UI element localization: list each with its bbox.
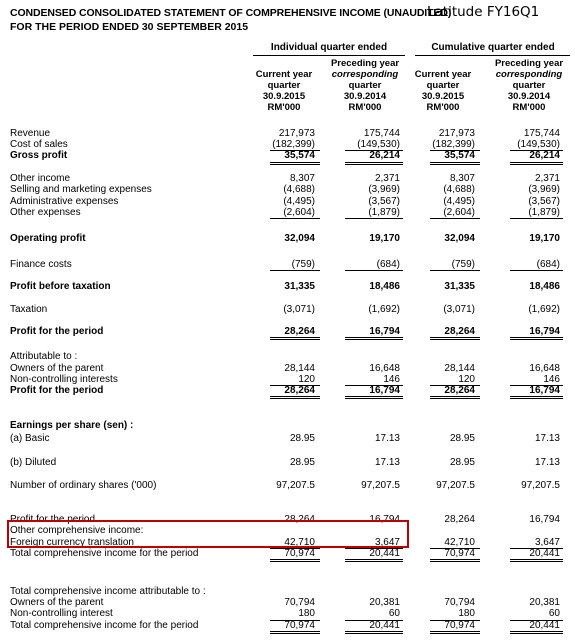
row-label: Profit for the period xyxy=(10,514,96,525)
cell-value: 28.95 xyxy=(289,433,315,444)
cell-value: 28,264 xyxy=(444,514,475,525)
cell-value: (4,495) xyxy=(283,196,315,207)
cell-value: 16,794 xyxy=(369,385,400,396)
underline xyxy=(270,218,320,219)
cell-value: (3,071) xyxy=(283,304,315,315)
cell-value: 70,794 xyxy=(444,597,475,608)
cell-value: 70,974 xyxy=(444,548,475,559)
double-underline xyxy=(270,396,320,399)
cell-value: 17.13 xyxy=(534,433,560,444)
cell-value: 120 xyxy=(298,374,315,385)
double-underline xyxy=(430,162,480,165)
cell-value: 19,170 xyxy=(529,233,560,244)
underline xyxy=(430,218,480,219)
cell-value: 42,710 xyxy=(284,537,315,548)
cell-value: (3,567) xyxy=(528,196,560,207)
underline xyxy=(430,620,480,621)
cell-value: (684) xyxy=(376,259,400,270)
cell-value: 175,744 xyxy=(523,128,560,139)
underline xyxy=(270,150,320,151)
cell-value: 42,710 xyxy=(444,537,475,548)
cell-value: 31,335 xyxy=(284,281,315,292)
cell-value: 97,207.5 xyxy=(276,480,315,491)
group-header-individual: Individual quarter ended xyxy=(270,42,388,53)
cell-value: 3,647 xyxy=(374,537,400,548)
cell-value: 20,441 xyxy=(529,548,560,559)
cell-value: 20,381 xyxy=(529,597,560,608)
underline xyxy=(345,385,403,386)
row-label: Taxation xyxy=(10,304,48,315)
cell-value: 97,207.5 xyxy=(521,480,560,491)
cell-value: (182,399) xyxy=(272,139,315,150)
cell-value: 32,094 xyxy=(444,233,475,244)
double-underline xyxy=(270,559,320,562)
double-underline xyxy=(345,162,403,165)
underline xyxy=(270,548,320,549)
cell-value: (182,399) xyxy=(432,139,475,150)
row-label: Other income xyxy=(10,173,71,184)
cell-value: 28,264 xyxy=(444,385,475,396)
cell-value: 175,744 xyxy=(363,128,400,139)
underline xyxy=(430,548,480,549)
row-label: Foreign currency translation xyxy=(10,537,134,548)
cell-value: 16,794 xyxy=(369,514,400,525)
statement-subtitle: FOR THE PERIOD ENDED 30 SEPTEMBER 2015 xyxy=(10,21,249,33)
cell-value: 28,264 xyxy=(284,514,315,525)
period-tag: Latitude FY16Q1 xyxy=(427,4,540,20)
cell-value: 2,371 xyxy=(534,173,560,184)
row-label: Other expenses xyxy=(10,207,81,218)
cell-value: (759) xyxy=(291,259,315,270)
row-label: Revenue xyxy=(10,128,51,139)
cell-value: 70,974 xyxy=(284,548,315,559)
row-label: Earnings per share (sen) : xyxy=(10,420,134,431)
double-underline xyxy=(510,396,563,399)
cell-value: (1,879) xyxy=(368,207,400,218)
cell-value: 97,207.5 xyxy=(361,480,400,491)
statement-title: CONDENSED CONSOLIDATED STATEMENT OF COMPREHENSIVE INCOME (UNAUDITED) xyxy=(10,7,452,19)
cell-value: 26,214 xyxy=(529,150,560,161)
cell-value: 3,647 xyxy=(534,537,560,548)
row-label: Total comprehensive income attributable to : xyxy=(10,586,206,597)
cell-value: 26,214 xyxy=(369,150,400,161)
underline xyxy=(345,270,403,271)
cell-value: (1,879) xyxy=(528,207,560,218)
cell-value: 97,207.5 xyxy=(436,480,475,491)
cell-value: 35,574 xyxy=(284,150,315,161)
cell-value: 16,794 xyxy=(369,326,400,337)
underline xyxy=(430,270,480,271)
cell-value: 8,307 xyxy=(449,173,475,184)
cell-value: 20,441 xyxy=(369,620,400,631)
double-underline xyxy=(510,631,563,634)
cell-value: 180 xyxy=(298,608,315,619)
underline xyxy=(430,385,480,386)
cell-value: 70,974 xyxy=(444,620,475,631)
underline xyxy=(510,548,563,549)
cell-value: 28,144 xyxy=(444,363,475,374)
double-underline xyxy=(270,337,320,340)
cell-value: 28.95 xyxy=(289,457,315,468)
cell-value: 28,264 xyxy=(284,326,315,337)
underline xyxy=(510,270,563,271)
cell-value: 70,794 xyxy=(284,597,315,608)
cell-value: 28,264 xyxy=(444,326,475,337)
cell-value: 20,441 xyxy=(369,548,400,559)
cell-value: 16,794 xyxy=(529,385,560,396)
cell-value: (1,692) xyxy=(528,304,560,315)
cell-value: 32,094 xyxy=(284,233,315,244)
double-underline xyxy=(345,559,403,562)
underline xyxy=(510,150,563,151)
cell-value: 16,794 xyxy=(529,514,560,525)
cell-value: 20,441 xyxy=(529,620,560,631)
row-label: Cost of sales xyxy=(10,139,68,150)
cell-value: 17.13 xyxy=(374,433,400,444)
cell-value: 28,144 xyxy=(284,363,315,374)
cell-value: 35,574 xyxy=(444,150,475,161)
column-header-1: Current year quarter 30.9.2015 RM'000 xyxy=(255,69,313,113)
row-label: Profit before taxation xyxy=(10,281,111,292)
double-underline xyxy=(270,162,320,165)
row-label: (b) Diluted xyxy=(10,457,57,468)
cell-value: 20,381 xyxy=(369,597,400,608)
cell-value: 28,264 xyxy=(284,385,315,396)
cell-value: 60 xyxy=(388,608,400,619)
double-underline xyxy=(510,337,563,340)
row-label: Non-controlling interest xyxy=(10,608,113,619)
cell-value: 217,973 xyxy=(438,128,475,139)
cell-value: (759) xyxy=(451,259,475,270)
underline xyxy=(345,548,403,549)
cell-value: 70,974 xyxy=(284,620,315,631)
underline xyxy=(270,270,320,271)
cell-value: (4,688) xyxy=(443,184,475,195)
double-underline xyxy=(430,337,480,340)
cell-value: 146 xyxy=(383,374,400,385)
row-label: Other comprehensive income: xyxy=(10,525,144,536)
row-label: Gross profit xyxy=(10,150,68,161)
cell-value: 60 xyxy=(548,608,560,619)
cell-value: (2,604) xyxy=(283,207,315,218)
underline xyxy=(510,218,563,219)
row-label: Operating profit xyxy=(10,233,86,244)
column-header-2: Preceding year corresponding quarter 30.9.2014 RM'000 xyxy=(330,58,400,113)
row-label: Owners of the parent xyxy=(10,597,104,608)
underline xyxy=(270,620,320,621)
cell-value: 18,486 xyxy=(369,281,400,292)
cell-value: (4,688) xyxy=(283,184,315,195)
underline xyxy=(345,150,403,151)
double-underline xyxy=(345,631,403,634)
double-underline xyxy=(510,162,563,165)
cell-value: (1,692) xyxy=(368,304,400,315)
underline xyxy=(345,218,403,219)
cell-value: 2,371 xyxy=(374,173,400,184)
double-underline xyxy=(430,559,480,562)
row-label: Total comprehensive income for the period xyxy=(10,620,199,631)
cell-value: 17.13 xyxy=(374,457,400,468)
cell-value: (3,969) xyxy=(528,184,560,195)
double-underline xyxy=(430,396,480,399)
column-header-4: Preceding year corresponding quarter 30.9.2014 RM'000 xyxy=(494,58,564,113)
row-label: (a) Basic xyxy=(10,433,50,444)
cell-value: 8,307 xyxy=(289,173,315,184)
double-underline xyxy=(430,631,480,634)
cell-value: (149,530) xyxy=(357,139,400,150)
cell-value: 28.95 xyxy=(449,433,475,444)
row-label: Non-controlling interests xyxy=(10,374,118,385)
group-header-cumulative: Cumulative quarter ended xyxy=(431,42,555,53)
cell-value: (4,495) xyxy=(443,196,475,207)
row-label: Number of ordinary shares ('000) xyxy=(10,480,157,491)
double-underline xyxy=(510,559,563,562)
cell-value: (684) xyxy=(536,259,560,270)
cell-value: 16,648 xyxy=(529,363,560,374)
row-label: Selling and marketing expenses xyxy=(10,184,152,195)
underline xyxy=(510,385,563,386)
row-label: Attributable to : xyxy=(10,351,78,362)
cell-value: (149,530) xyxy=(517,139,560,150)
row-label: Finance costs xyxy=(10,259,72,270)
double-underline xyxy=(345,396,403,399)
cell-value: 31,335 xyxy=(444,281,475,292)
cell-value: (3,969) xyxy=(368,184,400,195)
underline xyxy=(345,620,403,621)
cell-value: (3,567) xyxy=(368,196,400,207)
row-label: Profit for the period xyxy=(10,385,104,396)
cell-value: 16,648 xyxy=(369,363,400,374)
group-underline-individual xyxy=(253,55,405,56)
row-label: Total comprehensive income for the period xyxy=(10,548,199,559)
cell-value: 146 xyxy=(543,374,560,385)
double-underline xyxy=(270,631,320,634)
cell-value: (3,071) xyxy=(443,304,475,315)
cell-value: (2,604) xyxy=(443,207,475,218)
row-label: Administrative expenses xyxy=(10,196,119,207)
group-underline-cumulative xyxy=(415,55,570,56)
underline xyxy=(510,620,563,621)
row-label: Owners of the parent xyxy=(10,363,104,374)
underline xyxy=(270,385,320,386)
column-header-3: Current year quarter 30.9.2015 RM'000 xyxy=(414,69,472,113)
underline xyxy=(430,150,480,151)
cell-value: 17.13 xyxy=(534,457,560,468)
cell-value: 19,170 xyxy=(369,233,400,244)
highlight-box xyxy=(7,520,409,548)
cell-value: 120 xyxy=(458,374,475,385)
double-underline xyxy=(345,337,403,340)
cell-value: 28.95 xyxy=(449,457,475,468)
cell-value: 180 xyxy=(458,608,475,619)
cell-value: 217,973 xyxy=(278,128,315,139)
cell-value: 18,486 xyxy=(529,281,560,292)
cell-value: 16,794 xyxy=(529,326,560,337)
row-label: Profit for the period xyxy=(10,326,104,337)
